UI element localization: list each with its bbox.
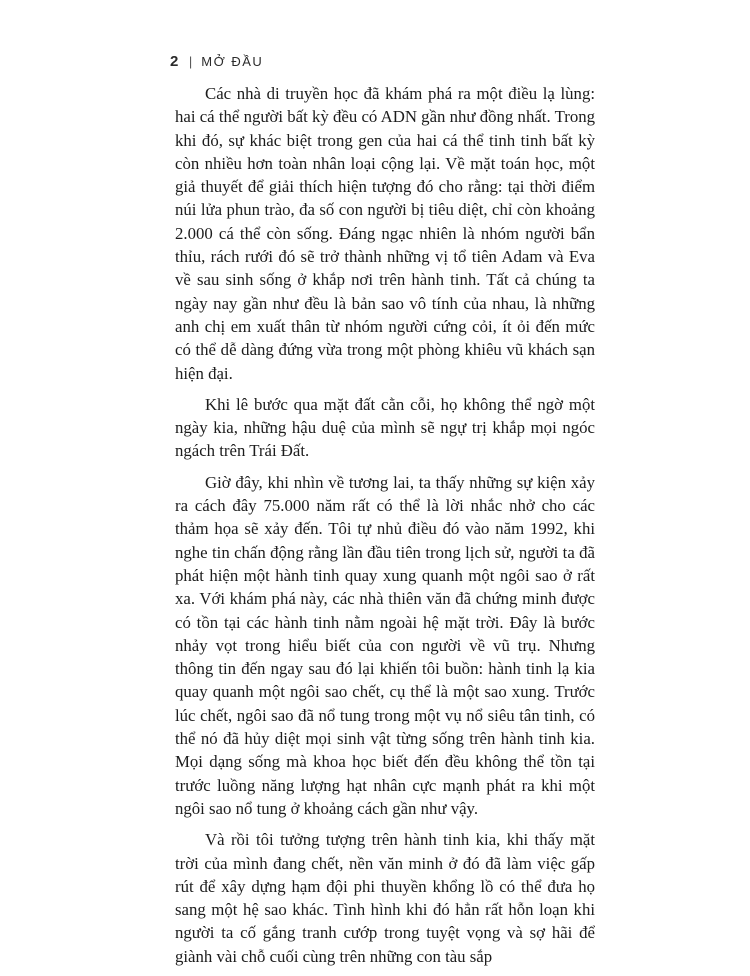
body-text bbox=[175, 82, 595, 976]
running-header bbox=[170, 49, 263, 73]
paragraph-4: Và rồi tôi tưởng tượng trên hành tinh kia, khi thấy mặt trời của mình đang chết, nền văn minh ở đó đã làm việc gấp rút để xây dựng hạm đội phi thuyền khổng lồ có thể đưa họ sang một hệ sao khác. Tình hình khi đó hẳn rất hỗn loạn khi người ta cố gắng tranh cướp trong tuyệt vọng và sợ hãi để giành vài chỗ cuối cùng trên những con tàu sắp bbox=[175, 830, 595, 966]
page-number: 2 bbox=[170, 52, 179, 70]
paragraph-2: Khi lê bước qua mặt đất cằn cỗi, họ không thể ngờ một ngày kia, những hậu duệ của mình sẽ ngự trị khắp mọi ngóc ngách trên Trái Đất. bbox=[175, 394, 595, 461]
paragraph-1: Các nhà di truyền học đã khám phá ra một điều lạ lùng: hai cá thể người bất kỳ đều có ADN gần như đồng nhất. Trong khi đó, sự khác biệt trong gen của hai cá thể tinh tinh bất kỳ còn nhiều hơn toàn nhân loại cộng lại. Về mặt toán học, một giả thuyết để giải thích hiện tượng đó cho rằng: tại thời điểm núi lửa phun trào, đa số con người bị tiêu diệt, chỉ còn khoảng 2.000 cá thể còn sống. Đáng ngạc nhiên là nhóm người bẩn thỉu, rách rưới đó sẽ trở thành những vị tổ tiên Adam và Eva về sau sinh sống ở khắp nơi trên hành tinh. Tất cả chúng ta ngày nay gần như đều là bản sao vô tính của nhau, là những anh chị em xuất thân từ nhóm người cứng cỏi, ít ỏi đến mức có thể dễ dàng đứng vừa trong một phòng khiêu vũ khách sạn hiện đại. bbox=[175, 84, 595, 383]
paragraph-3: Giờ đây, khi nhìn về tương lai, ta thấy những sự kiện xảy ra cách đây 75.000 năm rất có thể là lời nhắc nhở cho các thảm họa sẽ xảy đến. Tôi tự nhủ điều đó vào năm 1992, khi nghe tin chấn động rằng lần đầu tiên trong lịch sử, người ta đã phát hiện một hành tinh quay xung quanh một ngôi sao ở rất xa. Với khám phá này, các nhà thiên văn đã chứng minh được có tồn tại các hành tinh nằm ngoài hệ mặt trời. Đây là bước nhảy vọt trong hiểu biết của con người về vũ trụ. Nhưng thông tin đến ngay sau đó lại khiến tôi buồn: hành tinh lạ kia quay quanh một ngôi sao chết, cụ thể là một sao xung. Trước lúc chết, ngôi sao đã nổ tung trong một vụ nổ siêu tân tinh, có thể nó đã hủy diệt mọi sinh vật từng sống trên hành tinh kia. Mọi dạng sống mà khoa học biết đến đều không thể tồn tại trước luồng năng lượng hạt nhân cực mạnh phát ra khi một ngôi sao nổ tung ở khoảng cách gần như vậy. bbox=[175, 472, 595, 818]
chapter-title: MỞ ĐẦU bbox=[201, 53, 264, 69]
header-separator: | bbox=[188, 53, 193, 69]
